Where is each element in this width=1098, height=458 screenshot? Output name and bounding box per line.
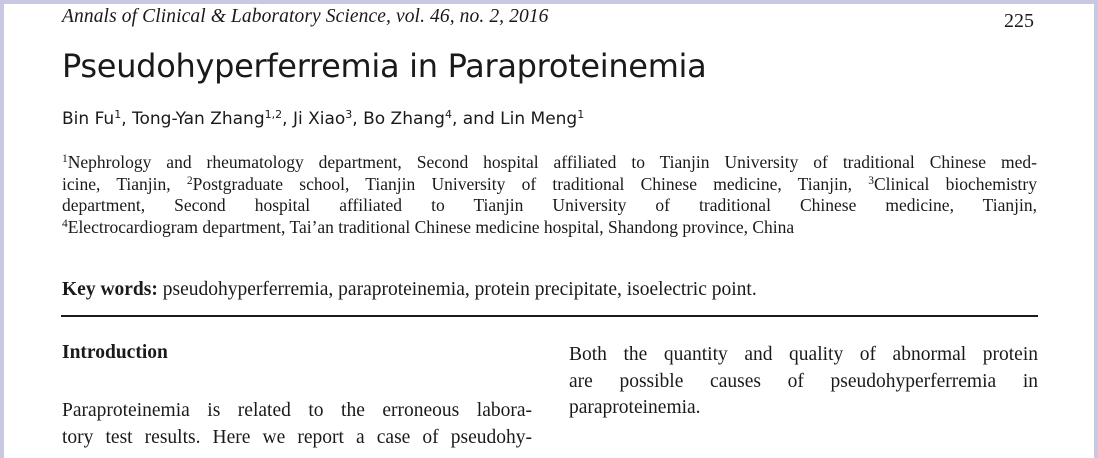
left-column (62, 342, 532, 451)
text-line: Paraproteinemia is related to the erroneous labora- (62, 400, 532, 421)
keywords-label: Key words: (62, 279, 158, 300)
text-line: paraproteinemia. (569, 397, 701, 418)
article-page (4, 4, 1094, 458)
keywords-text: pseudohyperferremia, paraproteinemia, protein precipitate, isoelectric point. (157, 279, 757, 300)
page-number: 225 (1004, 10, 1034, 32)
author: Ji Xiao$^3$, (292, 108, 364, 129)
author: Lin Meng$^1$ (500, 108, 585, 129)
text-line: are possible causes of pseudohyperferremia in (569, 370, 1038, 392)
text-line: Both the quantity and quality of abnormal protein (569, 344, 1038, 365)
section-divider (61, 315, 1038, 317)
keywords (62, 279, 757, 301)
author: Bin Fu$^1$, (62, 108, 132, 129)
author: Tong-Yan Zhang$^{1,2}$, (132, 108, 293, 129)
author: Bo Zhang$^4$, and (363, 108, 501, 129)
affiliation-line: $^1$Nephrology and rheumatology department, Second hospital affiliated to Tianjin University of traditional Chinese med- (62, 152, 1037, 172)
article-title: Pseudohyperferremia in Paraproteinemia (62, 47, 707, 85)
right-column (569, 342, 1038, 422)
affiliations (62, 152, 1037, 238)
affiliation-line: $^4$Electrocardiogram department, Tai’an traditional Chinese medicine hospital, Shandong province, China (62, 216, 795, 237)
author-list (62, 108, 584, 129)
text-line: tory test results. Here we report a case of pseudohy- (62, 426, 532, 448)
running-head: Annals of Clinical & Laboratory Science, vol. 46, no. 2, 2016 (62, 6, 549, 27)
affiliation-line: icine, Tianjin, $^2$Postgraduate school, Tianjin University of traditional Chinese medicine, Tianjin, $^3$Clinical biochemistry (62, 173, 1037, 194)
body-paragraph (62, 398, 532, 451)
affiliation-line: department, Second hospital affiliated to Tianjin University of traditional Chinese medicine, Tianjin, (62, 195, 1037, 215)
body-paragraph (569, 342, 1038, 422)
section-heading-introduction: Introduction (62, 342, 168, 363)
